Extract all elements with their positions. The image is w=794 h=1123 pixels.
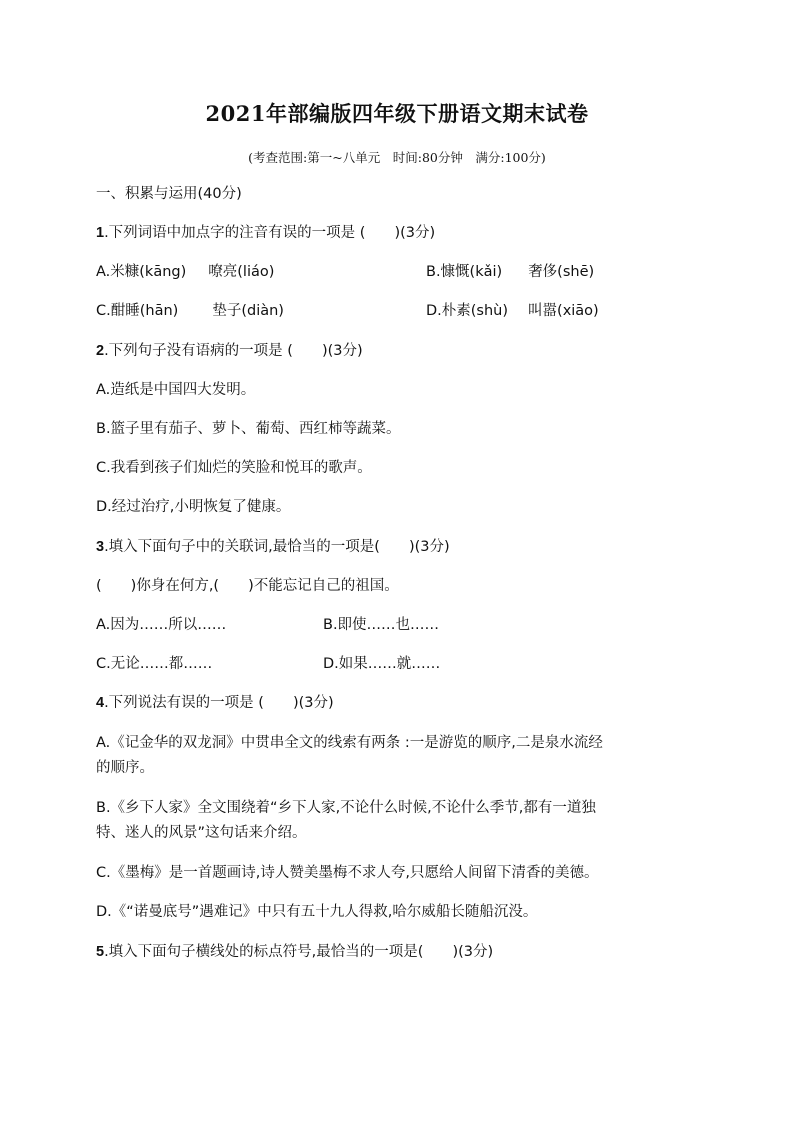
question-1-stem xyxy=(96,223,435,243)
question-number: 2 xyxy=(96,343,105,359)
question-number: 3 xyxy=(96,539,105,555)
q4-option-b-line2: 特、迷人的风景”这句话来介绍。 xyxy=(96,825,307,841)
question-number: 4 xyxy=(96,695,105,711)
question-5-stem xyxy=(96,942,493,962)
q4-option-c[interactable]: C.《墨梅》是一首题画诗,诗人赞美墨梅不求人夸,只愿给人间留下清香的美德。 xyxy=(96,865,599,881)
q2-option-d[interactable]: D.经过治疗,小明恢复了健康。 xyxy=(96,499,291,515)
question-text: .填入下面句子横线处的标点符号,最恰当的一项是( )(3分) xyxy=(104,944,494,960)
q1-option-c[interactable] xyxy=(96,301,284,321)
question-text: .下列句子没有语病的一项是 ( )(3分) xyxy=(104,343,363,359)
option-d-word1: D.朴素(shù) xyxy=(426,303,509,319)
q4-option-a-line1[interactable]: A.《记金华的双龙洞》中贯串全文的线索有两条 :一是游览的顺序,二是泉水流经 xyxy=(96,735,603,751)
q1-option-d[interactable] xyxy=(426,301,599,321)
q2-option-b[interactable]: B.篮子里有茄子、萝卜、葡萄、西红柿等蔬菜。 xyxy=(96,421,401,437)
option-d-word2: 叫嚣(xiāo) xyxy=(528,303,599,319)
q2-option-c[interactable]: C.我看到孩子们灿烂的笑脸和悦耳的歌声。 xyxy=(96,460,372,476)
exam-info: (考查范围:第一~八单元 时间:80分钟 满分:100分) xyxy=(248,150,546,165)
q1-option-b[interactable] xyxy=(426,262,594,282)
question-3-stem xyxy=(96,537,450,557)
option-c-word2: 垫子(diàn) xyxy=(212,303,284,319)
option-c-word1: C.酣睡(hān) xyxy=(96,303,179,319)
q3-option-a[interactable]: A.因为……所以…… xyxy=(96,617,227,633)
q2-option-a[interactable]: A.造纸是中国四大发明。 xyxy=(96,382,256,398)
q3-sentence: ( )你身在何方,( )不能忘记自己的祖国。 xyxy=(96,578,399,594)
option-a-word2: 嘹亮(liáo) xyxy=(208,264,275,280)
option-b-word2: 奢侈(shē) xyxy=(528,264,595,280)
q3-option-c[interactable]: C.无论……都…… xyxy=(96,656,213,672)
question-text: .下列说法有误的一项是 ( )(3分) xyxy=(104,695,334,711)
option-b-word1: B.慷慨(kǎi) xyxy=(426,264,503,280)
question-4-stem xyxy=(96,693,334,713)
q4-option-a-line2: 的顺序。 xyxy=(96,760,154,776)
option-a-word1: A.米糠(kāng) xyxy=(96,264,187,280)
page-title: 2021年部编版四年级下册语文期末试卷 xyxy=(205,101,589,126)
question-text: .填入下面句子中的关联词,最恰当的一项是( )(3分) xyxy=(104,539,450,555)
question-2-stem xyxy=(96,341,363,361)
q3-option-b[interactable]: B.即使……也…… xyxy=(323,617,440,633)
q4-option-b-line1[interactable]: B.《乡下人家》全文围绕着“乡下人家,不论什么时候,不论什么季节,都有一道独 xyxy=(96,800,596,816)
q1-option-a[interactable] xyxy=(96,262,274,282)
q3-option-d[interactable]: D.如果……就…… xyxy=(323,656,441,672)
question-number: 1 xyxy=(96,225,105,241)
section-heading: 一、积累与运用(40分) xyxy=(96,186,242,202)
q4-option-d[interactable]: D.《“诺曼底号”遇难记》中只有五十九人得救,哈尔威船长随船沉没。 xyxy=(96,904,538,920)
question-text: .下列词语中加点字的注音有误的一项是 ( )(3分) xyxy=(104,225,436,241)
question-number: 5 xyxy=(96,944,105,960)
